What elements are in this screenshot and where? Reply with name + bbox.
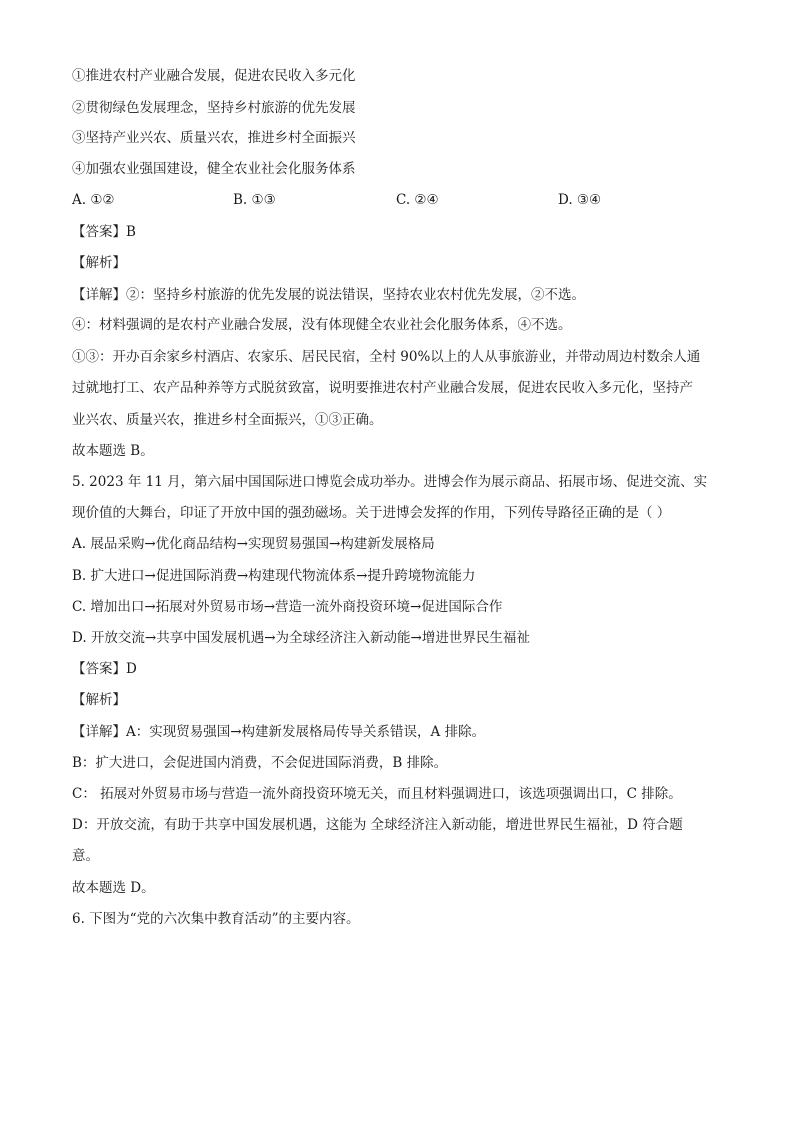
q5-detail-3: C： 拓展对外贸易市场与营造一流外商投资环境无关，而且材料强调进口，该选项强调出口，C 排除。: [72, 786, 682, 802]
q4-conclusion: 故本题选 B。: [72, 443, 154, 459]
q4-answer: 【答案】B: [72, 224, 136, 240]
q4-option-c: C. ②④: [396, 192, 439, 208]
q5-option-a: A. 展品采购→优化商品结构→实现贸易强国→构建新发展格局: [72, 536, 435, 552]
q5-conclusion: 故本题选 D。: [72, 880, 155, 896]
q5-detail-1: 【详解】A：实现贸易强国→构建新发展格局传导关系错误，A 排除。: [72, 724, 486, 740]
q4-detail-5: 业兴农、质量兴农，推进乡村全面振兴，①③正确。: [72, 412, 383, 428]
q4-detail-1: 【详解】②：坚持乡村旅游的优先发展的说法错误，坚持农业农村优先发展，②不选。: [72, 287, 585, 303]
q5-option-c: C. 增加出口→拓展对外贸易市场→营造一流外商投资环境→促进国际合作: [72, 599, 503, 615]
q5-answer: 【答案】D: [72, 661, 137, 677]
q5-option-b: B. 扩大进口→促进国际消费→构建现代物流体系→提升跨境物流能力: [72, 568, 476, 584]
q5-option-d: D. 开放交流→共享中国发展机遇→为全球经济注入新动能→增进世界民生福祉: [72, 630, 530, 646]
q4-detail-3: ①③：开办百余家乡村酒店、农家乐、居民民宿，全村 90%以上的人从事旅游业，并带动周边村数余人通: [72, 349, 701, 365]
q4-analysis-label: 【解析】: [72, 255, 126, 271]
q4-option-d: D. ③④: [558, 192, 602, 208]
q6-stem: 6. 下图为“党的六次集中教育活动”的主要内容。: [72, 911, 360, 927]
q4-option-b: B. ①③: [233, 192, 276, 208]
q5-detail-4: D：开放交流，有助于共享中国发展机遇，这能为 全球经济注入新动能，增进世界民生福祉，D 符合题: [72, 817, 683, 833]
q5-detail-5: 意。: [72, 848, 99, 864]
q4-detail-4: 过就地打工、农产品种养等方式脱贫致富，说明要推进农村产业融合发展，促进农民收入多元化，坚持产: [72, 380, 693, 396]
q4-option-a: A. ①②: [72, 192, 115, 208]
q4-statement-3: ③坚持产业兴农、质量兴农，推进乡村全面振兴: [72, 130, 356, 146]
q5-stem-1: 5. 2023 年 11 月，第六届中国国际进口博览会成功举办。进博会作为展示商品、拓展市场、促进交流、实: [72, 474, 708, 490]
q5-analysis-label: 【解析】: [72, 692, 126, 708]
q4-detail-2: ④：材料强调的是农村产业融合发展，没有体现健全农业社会化服务体系，④不选。: [72, 317, 572, 333]
q5-detail-2: B：扩大进口，会促进国内消费，不会促进国际消费，B 排除。: [72, 755, 448, 771]
q4-statement-2: ②贯彻绿色发展理念，坚持乡村旅游的优先发展: [72, 100, 356, 116]
q4-statement-4: ④加强农业强国建设，健全农业社会化服务体系: [72, 161, 356, 177]
q5-stem-2: 现价值的大舞台，印证了开放中国的强劲磁场。关于进博会发挥的作用，下列传导路径正确的是（ ）: [72, 505, 671, 521]
q4-statement-1: ①推进农村产业融合发展，促进农民收入多元化: [72, 68, 356, 84]
